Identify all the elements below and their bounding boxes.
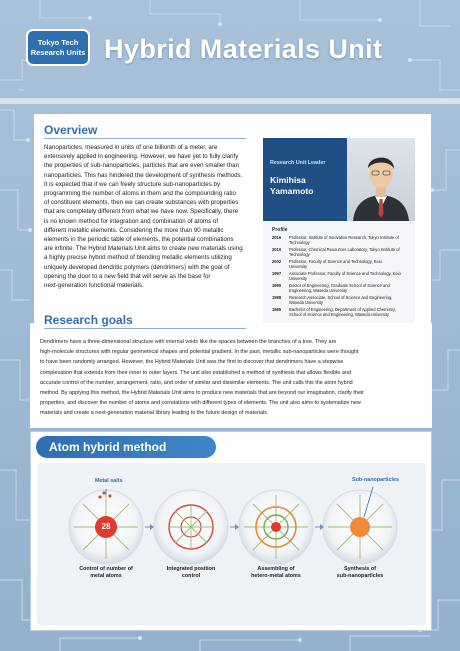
overview-line: opening the door to a new field that will serve as the base for — [44, 272, 211, 280]
overview-line: are infinite. The Hybrid Materials Unit aims to create new materials using — [44, 245, 243, 253]
profile-text: University — [289, 276, 307, 281]
profile-text: Research Associate, School of Science and Engineering, — [289, 295, 393, 300]
overview-line: Nanoparticles, measured in units of one billionth of a meter, are — [44, 144, 218, 151]
profile-year: 1997 — [272, 271, 282, 276]
profile-text: School of Science and Engineering, Waseda University — [289, 312, 389, 317]
overview-line: extensively applied in engineering. However, we have yet to fully clarify — [44, 153, 239, 161]
research-line: accurate control of the number, arrangement, ratio, and order of similar and dissimilar elements. The unit calls this the atom hybrid — [40, 379, 353, 386]
profile-text: Associate Professor, Faculty of Science and Technology, Keio — [289, 271, 401, 276]
profile-year: 2010 — [272, 247, 282, 252]
profile-year: 2016 — [272, 235, 282, 240]
profile-text: Professor, Faculty of Science and Technology, Keio — [289, 259, 382, 264]
badge-line-1: Tokyo Tech — [37, 37, 79, 47]
profile-text: Technology — [289, 252, 310, 257]
page-title: Hybrid Materials Unit — [104, 34, 383, 64]
overview-line: different metallic elements. Considering the more than 90 metallic — [44, 226, 224, 234]
dendrimer-2 — [154, 490, 228, 564]
profile-text: University — [289, 264, 307, 269]
research-line: high-molecule structures with regular geometrical shapes and potential gradient. In the past, metallic sub-nanoparticles were thought — [40, 349, 359, 356]
leader-first-name: Kimihisa — [270, 175, 306, 185]
atom-hybrid-heading: Atom hybrid method — [36, 436, 216, 458]
caption-1 — [70, 566, 142, 579]
profile-text: Engineering, Waseda University — [289, 288, 348, 293]
metal-count-number: 28 — [101, 522, 111, 531]
research-line: method. By applying this method, the Hybrid Materials Unit aims to produce new materials that are beyond our imagination, clarify their — [40, 390, 364, 397]
profile-year: 1985 — [272, 307, 282, 312]
caption-3 — [240, 566, 312, 579]
leader-last-name: Yamamoto — [270, 186, 314, 196]
badge-line-2: Research Units — [30, 47, 86, 57]
profile-text: Professor, Institute of Innovative Research, Tokyo Institute of — [289, 235, 399, 240]
caption-line: control — [181, 572, 201, 579]
research-goals-heading: Research goals — [44, 313, 246, 329]
profile-heading: Profile — [272, 227, 288, 233]
profile-text: Bachelor of Engineering, Department of Applied Chemistry, — [289, 307, 396, 312]
profile-year: 2002 — [272, 259, 282, 264]
overview-line: that are completely different from what we have now. Specifically, there — [44, 208, 239, 216]
metal-salts-label: Metal salts — [95, 478, 123, 484]
research-line: to have been randomly arranged. However, the Hybrid Materials Unit was the first to discover that dendrimers have a stepwise — [40, 359, 344, 366]
overview-line: of constituent elements, then we can create substances with properties — [44, 199, 239, 207]
overview-line: next-generation functional materials. — [44, 282, 144, 290]
profile-text: Professor, Chemical Resources Laboratory, Tokyo Institute of — [289, 247, 400, 252]
overview-line: programming the number of atoms in them and the compounding ratio — [44, 190, 236, 198]
caption-line: Control of number of — [79, 566, 133, 572]
caption-line: metal atoms — [90, 572, 122, 579]
overview-line: elements in the periodic table of elements, the potential combinations — [44, 236, 234, 244]
overview-line: is no known method for integration and combination of atoms of — [44, 217, 219, 225]
profile-text: Doctor of Engineering, Graduate School of Science and — [289, 283, 390, 288]
research-line: properties, and discover the number of atoms and correlations with different types of elements. The unit also aims to systematize new — [40, 400, 361, 407]
dendrimer-4 — [323, 490, 397, 564]
profile-year: 1988 — [272, 295, 282, 300]
research-line: materials and create a next-generation material library leading to the future design of materials. — [40, 410, 269, 417]
caption-line: hetero-metal atoms — [251, 572, 301, 579]
caption-line: Synthesis of — [343, 566, 377, 572]
overview-line: It is expected that if we can freely structure sub-nanoparticles by — [44, 180, 221, 188]
caption-line: Integrated position — [166, 566, 216, 572]
research-line: Dendrimers have a three-dimensional structure with internal voids like the spaces between the branches of a tree. They are — [40, 339, 337, 345]
caption-line: sub-nanoparticles — [336, 572, 384, 579]
caption-2 — [155, 566, 227, 579]
overview-heading: Overview — [44, 123, 246, 139]
research-line: complexation that extends from their inner to outer layers. The unit also established a method of synthesis that allows flexible and — [40, 369, 351, 376]
overview-line: uniquely developed dendritic polymers (dendrimers) with the goal of — [44, 263, 230, 271]
dendrimer-3 — [239, 490, 313, 564]
profile-text: Technology — [289, 240, 310, 245]
overview-line: a highly precise hybrid method of blending metallic elements utilizing — [44, 254, 232, 262]
caption-4 — [324, 566, 396, 579]
caption-line: Assembling of — [257, 566, 295, 572]
leader-label: Research Unit Leader — [270, 160, 326, 166]
sub-nanoparticles-label: Sub-nanoparticles — [352, 477, 400, 483]
overview-line: nanoparticles. This has hindered the development of synthesis methods. — [44, 171, 243, 179]
profile-year: 1990 — [272, 283, 282, 288]
overview-line: the properties of sub-nanoparticles, particles that are even smaller than — [44, 162, 240, 170]
profile-text: Waseda University — [289, 300, 323, 305]
